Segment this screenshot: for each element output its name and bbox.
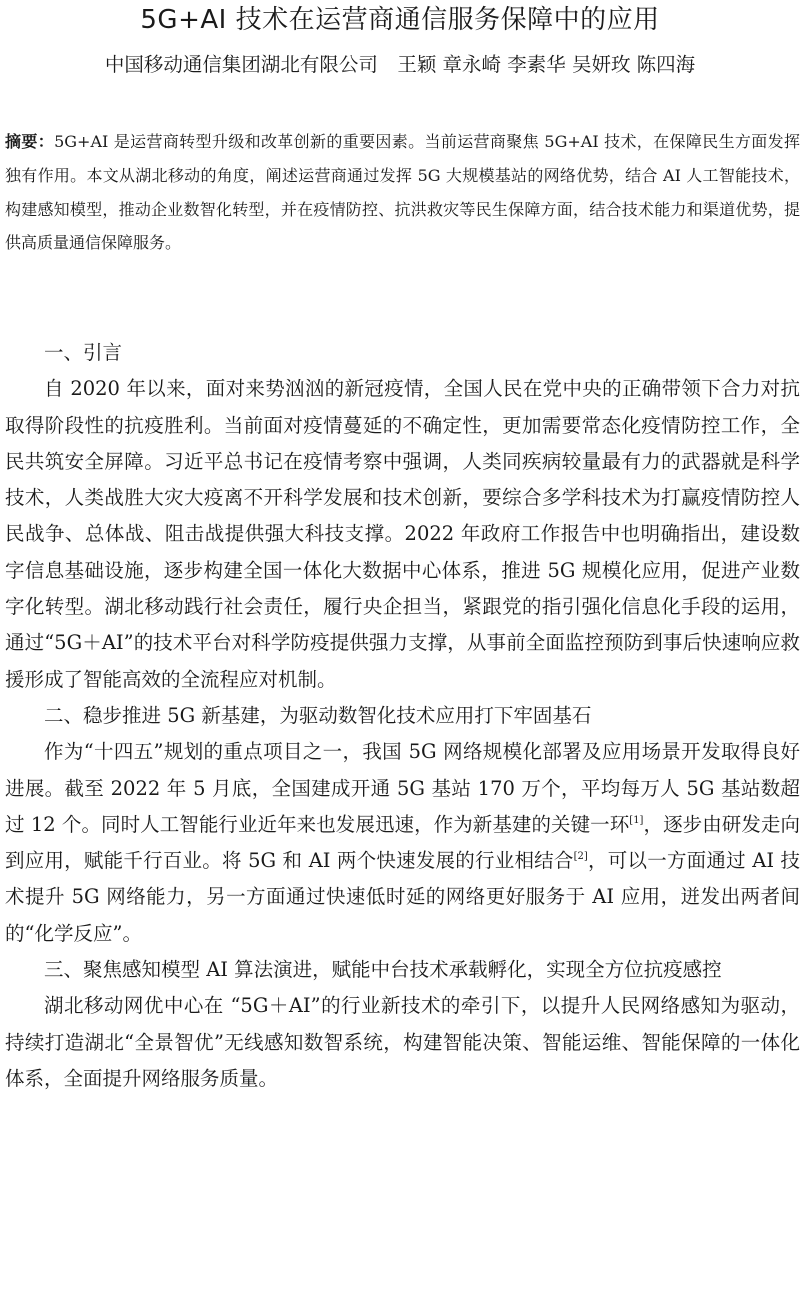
section-heading-5g-infrastructure: 二、稳步推进 5G 新基建，为驱动数智化技术应用打下牢固基石 xyxy=(44,703,592,727)
paper-title: 5G+AI 技术在运营商通信服务保障中的应用 xyxy=(140,5,660,35)
citation-ref-1[interactable]: [1] xyxy=(629,814,644,826)
section-heading-intro: 一、引言 xyxy=(44,341,123,364)
body-text xyxy=(5,335,800,1097)
section-intro-paragraph: 自 2020 年以来，面对来势汹汹的新冠疫情，全国人民在党中央的正确带领下合力对抗取得阶段性的抗疫胜利。当前面对疫情蔓延的不确定性，更加需要常态化疫情防控工作，全民共筑安全屏障。习近平总书记在疫情考察中强调，人类同疾病较量最有力的武器就是科学技术，人类战胜大灾大疫离不开科学发展和技术创新，要综合多学科技术为打赢疫情防控人民战争、总体战、阻击战提供强大科技支撑。2022 年政府工作报告中也明确指出，建设数字信息基础设施，逐步构建全国一体化大数据中心体系，推进 5G 规模化应用，促进产业数字化转型。湖北移动践行社会责任，履行央企担当，紧跟党的指引强化信息化手段的运用，通过“5G＋AI”的技术平台对科学防疫提供强力支撑，从事前全面监控预防到事后快速响应救援形成了智能高效的全流程应对机制。 xyxy=(5,377,800,691)
abstract-label: 摘要： xyxy=(5,132,55,151)
section-perception-model-paragraph: 湖北移动网优中心在 “5G＋AI”的行业新技术的牵引下，以提升人民网络感知为驱动，持续打造湖北“全景智优”无线感知数智系统，构建智能决策、智能运维、智能保障的一体化体系，全面提升网络服务质量。 xyxy=(5,994,800,1090)
paper-authors: 中国移动通信集团湖北有限公司 王颖 章永崎 李素华 吴妍玫 陈四海 xyxy=(104,53,696,76)
abstract-text: 5G+AI 是运营商转型升级和改革创新的重要因素。当前运营商聚焦 5G+AI 技术，在保障民生方面发挥独有作用。本文从湖北移动的角度，阐述运营商通过发挥 5G 大规模基站的网络优势，结合 AI 人工智能技术，构建感知模型，推动企业数智化转型，并在疫情防控、抗洪救灾等民生保障方面，结合技术能力和渠道优势，提供高质量通信保障服务。 xyxy=(5,132,800,253)
section-heading-perception-model: 三、聚焦感知模型 AI 算法演进，赋能中台技术承载孵化，实现全方位抗疫感控 xyxy=(44,958,722,982)
paragraph-text: ，逐步由研发走向到应用，赋能千行百业。将 5G 和 AI 两个快速发展的行业相结合 xyxy=(5,812,800,873)
abstract xyxy=(5,125,800,260)
paragraph-text: ，可以一方面通过 AI 技术提升 5G 网络能力，另一方面通过快速低时延的网络更好服务于 AI 应用，迸发出两者间的“化学反应”。 xyxy=(5,849,800,945)
section-5g-infrastructure-paragraph xyxy=(5,734,800,952)
citation-ref-2[interactable]: [2] xyxy=(573,851,588,863)
paragraph-text: 作为“十四五”规划的重点项目之一，我国 5G 网络规模化部署及应用场景开发取得良好进展。截至 2022 年 5 月底，全国建成开通 5G 基站 170 万个，平均每万人 5G 基站数超过 12 个。同时人工智能行业近年来也发展迅速，作为新基建的关键一环 xyxy=(5,740,800,836)
